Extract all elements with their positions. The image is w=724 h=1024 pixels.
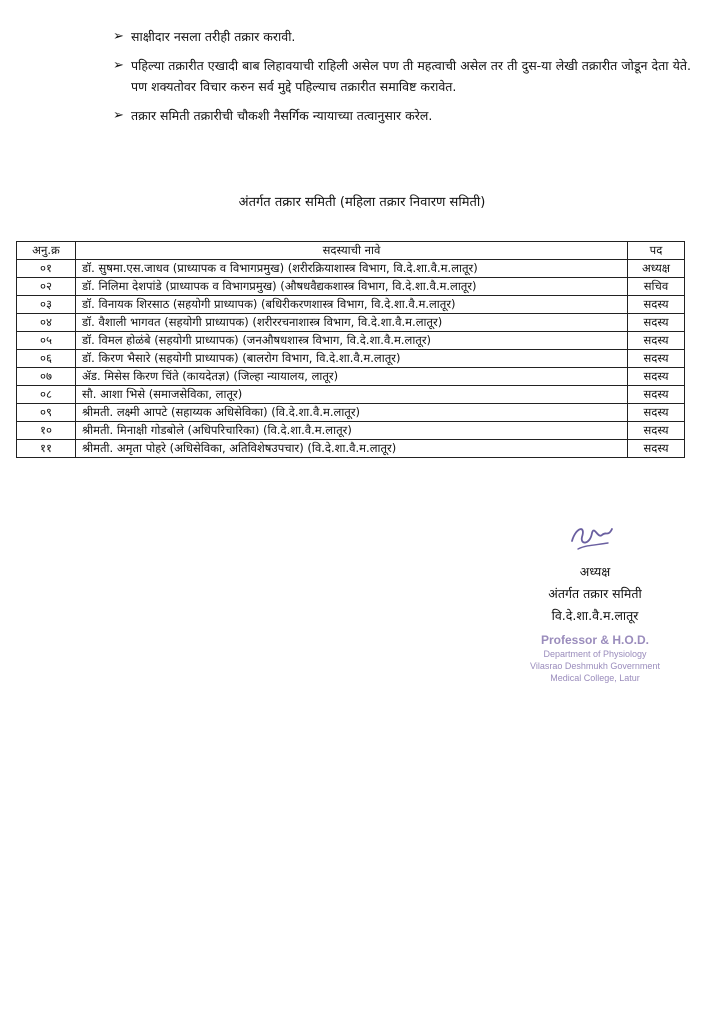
member-name-cell: ॲड. मिसेस किरण चिंते (कायदेतज्ञ) (जिल्हा न्यायालय, लातूर) <box>76 368 628 386</box>
serial-cell: ०३ <box>17 296 76 314</box>
instruction-item <box>113 26 691 47</box>
header-position: पद <box>628 242 685 260</box>
position-cell: अध्यक्ष <box>628 260 685 278</box>
serial-cell: ०१ <box>17 260 76 278</box>
member-name-cell: डॉ. निलिमा देशपांडे (प्राध्यापक व विभागप्रमुख) (औषधवैद्यकशास्त्र विभाग, वि.दे.शा.वै.म.लातूर) <box>76 278 628 296</box>
instruction-item <box>113 105 691 126</box>
position-cell: सदस्य <box>628 404 685 422</box>
signatory-institution: वि.दे.शा.वै.म.लातूर <box>551 608 639 623</box>
position-cell: सचिव <box>628 278 685 296</box>
instruction-text: पहिल्या तक्रारीत एखादी बाब लिहावयाची राहिली असेल पण ती महत्वाची असेल तर ती दुस-या लेखी तक्रारीत जोडून देता येते. पण शक्यतोवर विचार करुन सर्व मुद्दे पहिल्याच तक्रारीत समाविष्ट करावेत. <box>131 58 691 94</box>
table-header-row <box>17 242 685 260</box>
position-cell: सदस्य <box>628 368 685 386</box>
serial-cell: ०२ <box>17 278 76 296</box>
committee-title: अंतर्गत तक्रार समिती (महिला तक्रार निवारण समिती) <box>238 195 486 210</box>
handwritten-signature <box>568 515 616 555</box>
table-row <box>17 422 685 440</box>
position-cell: सदस्य <box>628 314 685 332</box>
stamp-line: Vilasrao Deshmukh Government <box>530 661 660 671</box>
position-cell: सदस्य <box>628 350 685 368</box>
instruction-item <box>113 55 691 97</box>
member-name-cell: डॉ. वैशाली भागवत (सहयोगी प्राध्यापक) (शरीररचनाशास्त्र विभाग, वि.दे.शा.वै.म.लातूर) <box>76 314 628 332</box>
official-stamp <box>520 632 670 684</box>
table-row <box>17 386 685 404</box>
stamp-title: Professor & H.O.D. <box>540 633 650 647</box>
member-name-cell: डॉ. किरण भैसारे (सहयोगी प्राध्यापक) (बालरोग विभाग, वि.दे.शा.वै.म.लातूर) <box>76 350 628 368</box>
position-cell: सदस्य <box>628 296 685 314</box>
signatory-designation: अध्यक्ष <box>579 564 611 579</box>
serial-cell: ०९ <box>17 404 76 422</box>
table-row <box>17 314 685 332</box>
stamp-line: Department of Physiology <box>543 649 647 659</box>
table-row <box>17 296 685 314</box>
member-name-cell: डॉ. सुषमा.एस.जाधव (प्राध्यापक व विभागप्रमुख) (शरीरक्रियाशास्त्र विभाग, वि.दे.शा.वै.म.लातूर) <box>76 260 628 278</box>
position-cell: सदस्य <box>628 440 685 458</box>
position-cell: सदस्य <box>628 422 685 440</box>
table-row <box>17 278 685 296</box>
position-cell: सदस्य <box>628 332 685 350</box>
serial-cell: १० <box>17 422 76 440</box>
table-row <box>17 332 685 350</box>
member-name-cell: श्रीमती. अमृता पोहरे (अधिसेविका, अतिविशेषउपचार) (वि.दे.शा.वै.म.लातूर) <box>76 440 628 458</box>
serial-cell: ११ <box>17 440 76 458</box>
arrow-bullet-icon: ➢ <box>113 58 124 73</box>
instruction-text: तक्रार समिती तक्रारीची चौकशी नैसर्गिक न्यायाच्या तत्वानुसार करेल. <box>131 108 433 123</box>
header-names: सदस्याची नावे <box>76 242 628 260</box>
member-name-cell: सौ. आशा भिसे (समाजसेविका, लातूर) <box>76 386 628 404</box>
serial-cell: ०४ <box>17 314 76 332</box>
header-serial: अनु.क्र <box>17 242 76 260</box>
serial-cell: ०८ <box>17 386 76 404</box>
instructions-list <box>113 26 691 134</box>
instruction-text: साक्षीदार नसला तरीही तक्रार करावी. <box>131 29 296 44</box>
table-row <box>17 440 685 458</box>
serial-cell: ०७ <box>17 368 76 386</box>
serial-cell: ०५ <box>17 332 76 350</box>
table-row <box>17 350 685 368</box>
stamp-line: Medical College, Latur <box>550 673 640 683</box>
arrow-bullet-icon: ➢ <box>113 108 124 123</box>
position-cell: सदस्य <box>628 386 685 404</box>
arrow-bullet-icon: ➢ <box>113 29 124 44</box>
signatory-committee: अंतर्गत तक्रार समिती <box>548 586 642 601</box>
table-row <box>17 260 685 278</box>
table-row <box>17 368 685 386</box>
committee-members-table <box>16 241 685 458</box>
member-name-cell: श्रीमती. मिनाक्षी गोडबोले (अधिपरिचारिका) (वि.दे.शा.वै.म.लातूर) <box>76 422 628 440</box>
serial-cell: ०६ <box>17 350 76 368</box>
member-name-cell: डॉ. विमल होळंबे (सहयोगी प्राध्यापक) (जनऔषधशास्त्र विभाग, वि.दे.शा.वै.म.लातूर) <box>76 332 628 350</box>
member-name-cell: श्रीमती. लक्ष्मी आपटे (सहाय्यक अधिसेविका) (वि.दे.शा.वै.म.लातूर) <box>76 404 628 422</box>
table-row <box>17 404 685 422</box>
member-name-cell: डॉ. विनायक शिरसाठ (सहयोगी प्राध्यापक) (बधिरीकरणशास्त्र विभाग, वि.दे.शा.वै.म.लातूर) <box>76 296 628 314</box>
signatory-block <box>520 561 670 627</box>
